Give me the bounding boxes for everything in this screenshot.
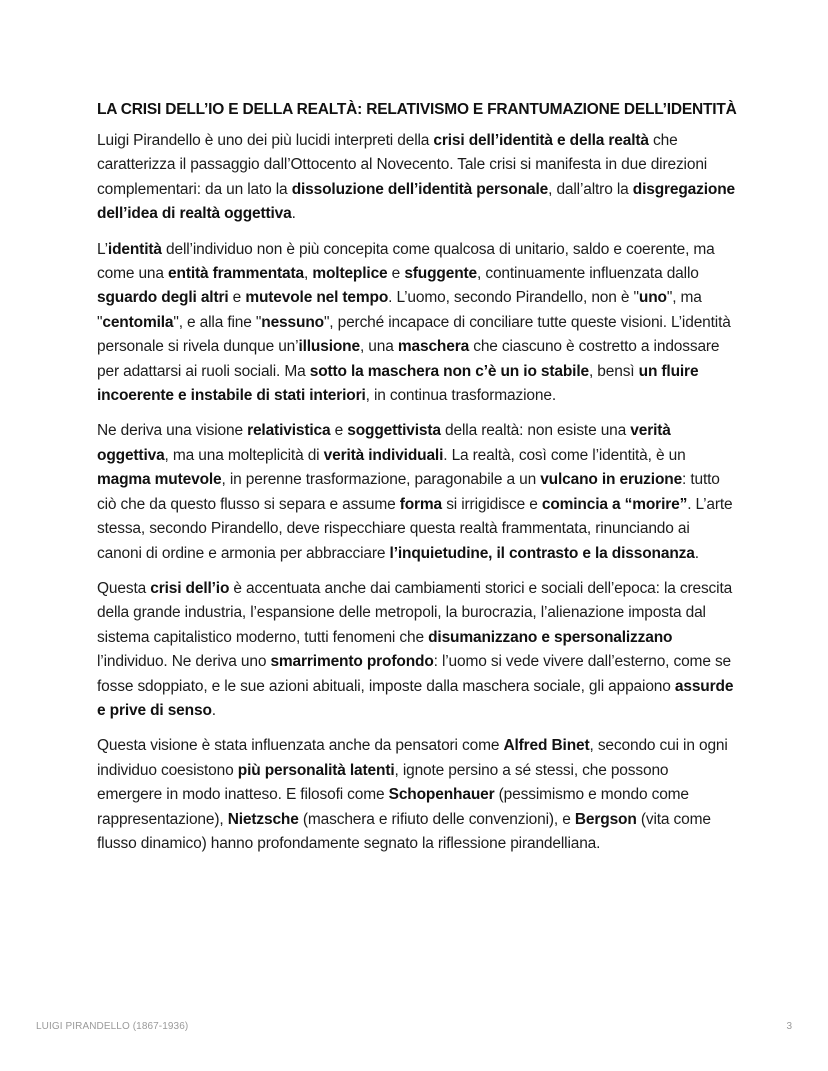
bold-text: Bergson [574, 810, 637, 828]
text-run: e [228, 289, 246, 307]
text-run: e [387, 265, 405, 283]
text-run: Questa [97, 579, 151, 597]
bold-text: comincia a “morire” [541, 495, 688, 513]
bold-text: illusione [298, 338, 360, 356]
bold-text: crisi dell’identità e della realtà [433, 132, 649, 149]
bold-text: più personalità latenti [237, 761, 395, 779]
text-run: ", e alla fine " [173, 313, 262, 331]
text-run: ", perché incapace di conciliare tutte queste visioni. L’identità personale si rivela dunque un’ [97, 313, 731, 356]
text-run: ", ma " [97, 289, 702, 331]
paragraph [97, 577, 737, 723]
text-run: . [694, 544, 699, 562]
text-run: . L’uomo, secondo Pirandello, non è " [388, 289, 639, 307]
text-run: , in perenne trasformazione, paragonabile a un [221, 471, 541, 489]
bold-text: smarrimento profondo [270, 653, 434, 671]
text-run: (vita come flusso dinamico) hanno profondamente segnato la riflessione pirandelliana. [97, 810, 711, 852]
bold-text: disgregazione dell’idea di realtà oggettiva [97, 180, 736, 223]
section-heading: LA CRISI DELL’IO E DELLA REALTÀ: RELATIVISMO E FRANTUMAZIONE DELL’IDENTITÀ [97, 101, 737, 118]
bold-text: vulcano in eruzione [540, 471, 683, 489]
text-run: Ne deriva una visione [97, 422, 248, 440]
bold-text: Alfred Binet [503, 737, 590, 755]
bold-text: sguardo degli altri [97, 289, 229, 307]
paragraph [97, 238, 737, 409]
text-run: . L’arte stessa, secondo Pirandello, deve rispecchiare questa realtà frammentata, rinunciando ai canoni di ordine e armonia per abbracciare [97, 495, 733, 562]
text-run: , in continua trasformazione. [365, 387, 556, 405]
bold-text: uno [638, 289, 667, 307]
bold-text: maschera [397, 338, 470, 356]
text-run: , una [359, 338, 398, 356]
bold-text: relativistica [247, 422, 331, 440]
bold-text: un fluire incoerente e instabile di stati interiori [97, 362, 699, 405]
text-run: . [291, 205, 296, 223]
text-run: , [304, 265, 313, 283]
text-run: L’ [97, 240, 108, 258]
text-run: , continuamente influenzata dallo [477, 265, 699, 283]
bold-text: mutevole nel tempo [245, 289, 389, 307]
text-run: Questa visione è stata influenzata anche da pensatori come [97, 737, 504, 755]
text-run: , bensì [588, 362, 639, 380]
text-run: (pessimismo e mondo come rappresentazione), [97, 786, 689, 828]
paragraph [97, 129, 737, 227]
bold-text: centomila [102, 313, 174, 331]
bold-text: l’inquietudine, il contrasto e la dissonanza [389, 544, 695, 562]
text-run: . La realtà, così come l’identità, è un [443, 446, 686, 464]
text-run: , dall’altro la [548, 180, 633, 198]
paragraph [97, 734, 737, 856]
bold-text: soggettivista [347, 422, 441, 440]
bold-text: identità [107, 240, 162, 258]
bold-text: molteplice [312, 265, 388, 283]
text-run: : l’uomo si vede vivere dall’esterno, come se fosse sdoppiato, e le sue azioni abituali, imposte dalla maschera sociale, gli appaiono [97, 653, 732, 695]
text-run: , ignote persino a sé stessi, che possono emergere in modo inatteso. E filosofi come [97, 761, 669, 804]
bold-text: sotto la maschera non c’è un io stabile [309, 362, 589, 380]
bold-text: nessuno [261, 313, 324, 331]
bold-text: entità frammentata [168, 265, 305, 283]
paragraph [97, 419, 737, 565]
bold-text: Schopenhauer [388, 786, 495, 804]
text-run: che caratterizza il passaggio dall’Ottocento al Novecento. Tale crisi si manifesta in due direzioni complementari: da un lato la [97, 132, 708, 198]
bold-text: sfuggente [404, 265, 478, 283]
bold-text: verità individuali [323, 446, 444, 464]
text-run: dell’individuo non è più concepita come qualcosa di unitario, saldo e coerente, ma come una [97, 240, 715, 283]
bold-text: dissoluzione dell’identità personale [291, 180, 549, 198]
bold-text: assurde e prive di senso [97, 677, 734, 719]
bold-text: Nietzsche [227, 810, 299, 828]
page-number: 3 [786, 1021, 792, 1032]
text-run: l’individuo. Ne deriva uno [97, 653, 271, 671]
text-run: Luigi Pirandello è uno dei più lucidi interpreti della [97, 132, 434, 149]
text-run: , ma una molteplicità di [164, 446, 324, 464]
bold-text: disumanizzano e spersonalizzano [428, 628, 673, 646]
bold-text: verità oggettiva [97, 422, 671, 464]
bold-text: forma [399, 495, 443, 513]
bold-text: crisi dell’io [150, 579, 230, 597]
text-run: è accentuata anche dai cambiamenti storici e sociali dell’epoca: la crescita della grande industria, l’espansione delle metropoli, la burocrazia, l’alienazione imposta dal sistema capitalistico moderno, tutti fenomeni che [97, 579, 733, 646]
text-run: . [211, 701, 216, 719]
footer-title: LUIGI PIRANDELLO (1867-1936) [36, 1021, 189, 1032]
text-run: (maschera e rifiuto delle convenzioni), e [298, 810, 575, 828]
text-run: : tutto ciò che da questo flusso si separa e assume [97, 471, 720, 513]
bold-text: magma mutevole [97, 471, 222, 489]
document-body [97, 99, 737, 867]
text-run: si irrigidisce e [442, 495, 542, 513]
text-run: che ciascuno è costretto a indossare per adattarsi ai ruoli sociali. Ma [97, 338, 720, 380]
text-run: della realtà: non esiste una [440, 422, 631, 440]
text-run: e [330, 422, 348, 440]
text-run: , secondo cui in ogni individuo coesistono [97, 737, 728, 779]
